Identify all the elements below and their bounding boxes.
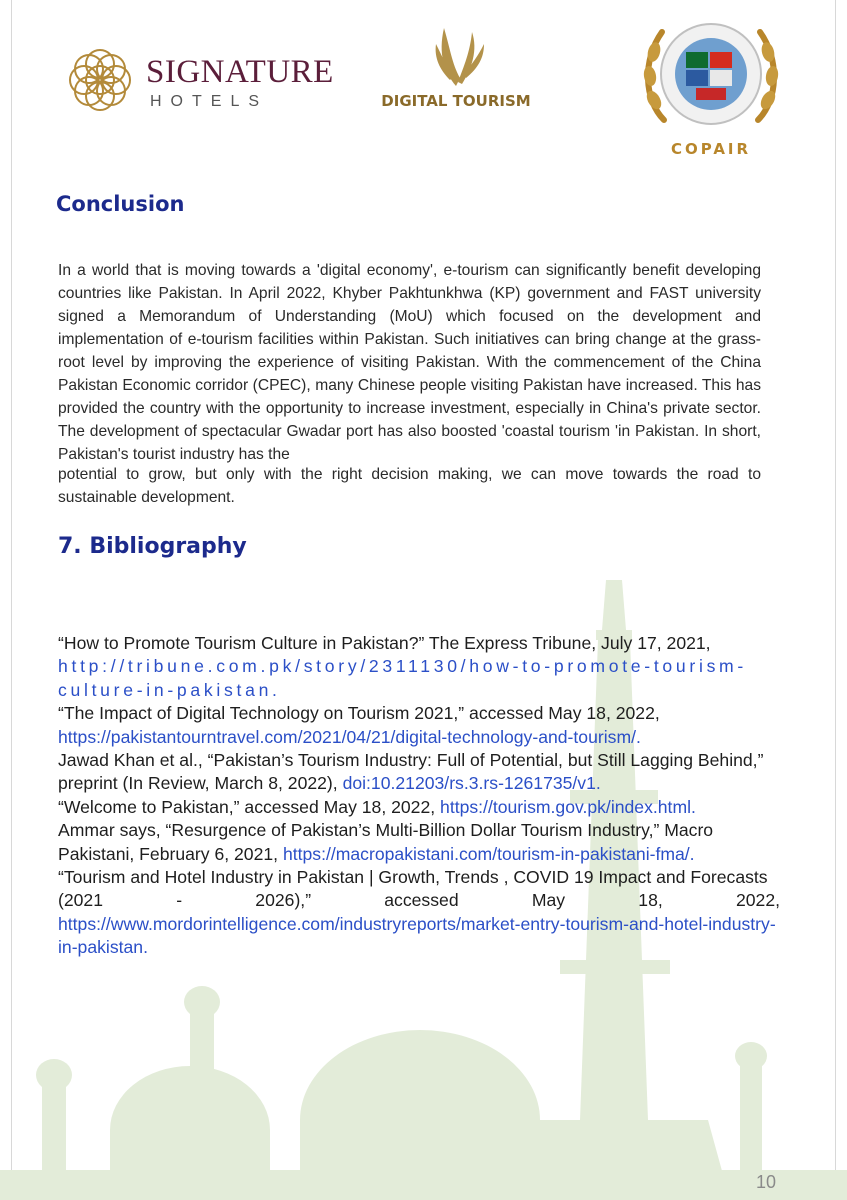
copair-logo (636, 10, 786, 160)
digital-tourism-logo (380, 18, 532, 118)
reference-link[interactable]: https://macropakistani.com/tourism-in-pakistani-fma/. (282, 843, 695, 864)
bibliography-entry (58, 796, 780, 819)
entry-text: Pakistani, February 6, 2021, (58, 843, 279, 864)
bibliography-list (58, 632, 780, 960)
entry-text: “How to Promote Tourism Culture in Pakistan?” The Express Tribune, July 17, 2021, (58, 633, 711, 653)
bibliography-heading: 7. Bibliography (58, 534, 247, 559)
entry-text: “Tourism and Hotel Industry in Pakistan | Growth, Trends , COVID 19 Impact and Forecasts (58, 867, 768, 888)
reference-link[interactable]: https://pakistantourntravel.com/2021/04/21/digital-technology-and-tourism/. (58, 726, 641, 747)
bibliography-entry (58, 632, 780, 655)
entry-text: Jawad Khan et al., “Pakistan’s Tourism Industry: Full of Potential, but Still Lagging Behind,” (58, 750, 764, 771)
bibliography-entry-link (58, 726, 780, 749)
wheat-feather-icon (380, 18, 532, 90)
globe-laurel-icon (636, 10, 786, 140)
copair-label: COPAIR (670, 140, 752, 158)
entry-text: preprint (In Review, March 8, 2022), (58, 773, 338, 794)
entry-text: “The Impact of Digital Technology on Tourism 2021,” accessed May 18, 2022, (58, 703, 660, 724)
digital-tourism-label: DIGITAL TOURISM (381, 92, 531, 110)
signature-title: SIGNATURE (146, 54, 334, 90)
conclusion-paragraph-continued: potential to grow, but only with the right decision making, we can move towards the road to sustainable development. (58, 466, 761, 506)
reference-link[interactable]: doi:10.21203/rs.3.rs-1261735/v1. (342, 773, 601, 794)
bibliography-entry (58, 702, 780, 725)
bibliography-entry (58, 819, 780, 842)
page-number: 10 (756, 1172, 777, 1192)
bibliography-entry (58, 772, 780, 795)
reference-link[interactable]: https://www.mordorintelligence.com/industryreports/market-entry-tourism-and-hotel-industry-in-pakistan. (58, 913, 776, 958)
entry-text: (2021 - 2026),” accessed May 18, 2022, (58, 890, 780, 911)
lotus-ornament-icon (62, 42, 138, 118)
reference-link[interactable]: https://tourism.gov.pk/index.html. (440, 796, 696, 817)
signature-hotels-logo (62, 42, 352, 122)
bibliography-entry (58, 866, 780, 889)
conclusion-heading: Conclusion (56, 192, 185, 216)
entry-text: Ammar says, “Resurgence of Pakistan’s Multi-Billion Dollar Tourism Industry,” Macro (58, 820, 714, 841)
bibliography-entry (58, 843, 780, 866)
reference-link[interactable]: http://tribune.com.pk/story/2311130/how-to-promote-tourism-culture-in-pakistan. (58, 656, 747, 700)
conclusion-paragraph: In a world that is moving towards a 'digital economy', e-tourism can significantly benefit developing countries like Pakistan. In April 2022, Khyber Pakhtunkhwa (KP) government and FAST university signed a Memorandum of Understanding (MoU) which focused on the development and implementation of e-tourism facilities within Pakistan. Such initiatives can bring change at the grass-root level by improving the experience of visiting Pakistan. With the commencement of the China Pakistan Economic corridor (CPEC), many Chinese people visiting Pakistan have increased. This has provided the country with the opportunity to increase investment, especially in China's private sector. The development of spectacular Gwadar port has also boosted 'coastal tourism 'in Pakistan. In short, Pakistan's tourist industry has the (58, 262, 761, 463)
bibliography-entry (58, 749, 780, 772)
bibliography-entry (58, 889, 780, 959)
entry-text: “Welcome to Pakistan,” accessed May 18, 2022, (58, 796, 436, 817)
signature-subtitle: HOTELS (150, 93, 269, 110)
bibliography-entry-link (58, 655, 780, 702)
